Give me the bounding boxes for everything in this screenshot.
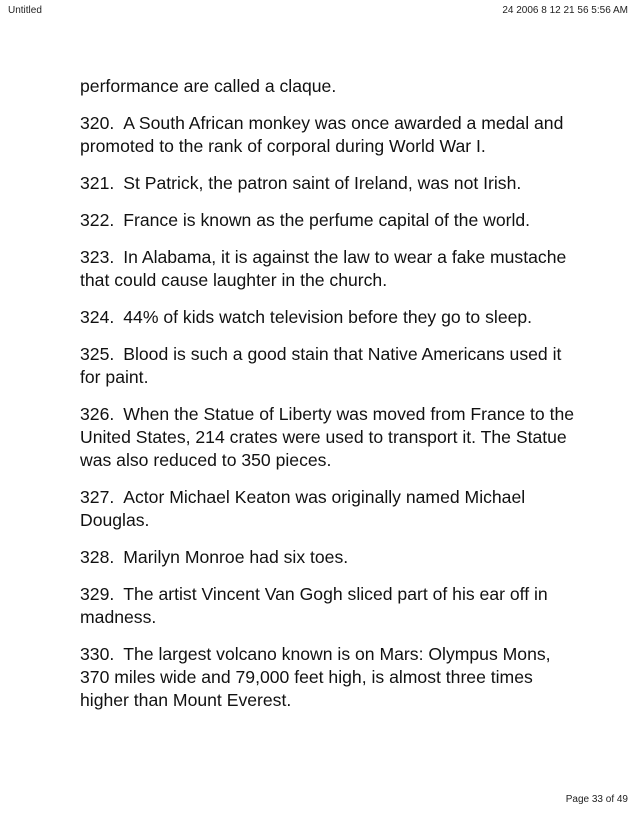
fact-text: France is known as the perfume capital of the world.	[123, 210, 531, 230]
fact-text: Marilyn Monroe had six toes.	[123, 547, 349, 567]
fact-number: 330.	[80, 644, 115, 664]
fact-number: 326.	[80, 404, 115, 424]
continuation-paragraph: performance are called a claque.	[80, 76, 337, 96]
fact-item	[80, 583, 580, 629]
fact-item	[80, 246, 580, 292]
fact-text: A South African monkey was once awarded a medal and promoted to the rank of corporal during World War I.	[80, 113, 564, 156]
fact-text: When the Statue of Liberty was moved from France to the United States, 214 crates were used to transport it. The Statue was also reduced to 350 pieces.	[80, 404, 575, 470]
fact-item	[80, 112, 580, 158]
fact-number: 327.	[80, 487, 115, 507]
fact-number: 321.	[80, 173, 115, 193]
fact-number: 324.	[80, 307, 115, 327]
fact-item	[80, 172, 580, 195]
fact-item	[80, 209, 580, 232]
fact-text: The artist Vincent Van Gogh sliced part of his ear off in madness.	[80, 584, 548, 627]
fact-number: 328.	[80, 547, 115, 567]
fact-text: Actor Michael Keaton was originally named Michael Douglas.	[80, 487, 526, 530]
fact-text: 44% of kids watch television before they go to sleep.	[123, 307, 533, 327]
header-title: Untitled	[8, 5, 42, 16]
fact-text: Blood is such a good stain that Native Americans used it for paint.	[80, 344, 562, 387]
fact-item	[80, 343, 580, 389]
fact-item	[80, 403, 580, 472]
fact-item	[80, 486, 580, 532]
fact-item	[80, 306, 580, 329]
fact-text: In Alabama, it is against the law to wear a fake mustache that could cause laughter in the church.	[80, 247, 567, 290]
fact-number: 322.	[80, 210, 115, 230]
page-number: Page 33 of 49	[565, 794, 628, 805]
fact-item	[80, 546, 580, 569]
fact-number: 323.	[80, 247, 115, 267]
fact-text: St Patrick, the patron saint of Ireland, was not Irish.	[123, 173, 522, 193]
fact-number: 320.	[80, 113, 115, 133]
fact-item	[80, 643, 580, 712]
fact-text: The largest volcano known is on Mars: Olympus Mons, 370 miles wide and 79,000 feet high, is almost three times higher than Mount Everest.	[80, 644, 551, 710]
fact-number: 329.	[80, 584, 115, 604]
fact-number: 325.	[80, 344, 115, 364]
document-body	[80, 75, 580, 726]
header-timestamp: 24 2006 8 12 21 56 5:56 AM	[502, 5, 628, 16]
